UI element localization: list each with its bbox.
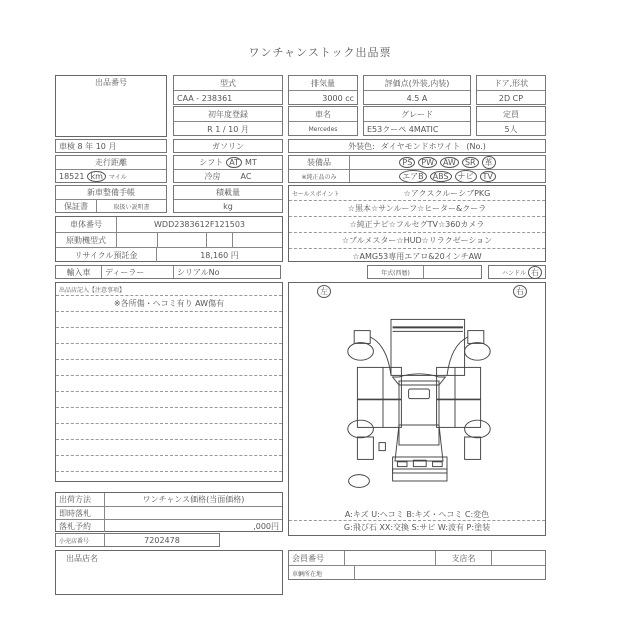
reserve-value: ,000円 [253,521,279,531]
unit-km-circled: km [87,171,105,182]
equip-label: 装備品 [289,156,349,170]
sales-points-box [288,185,546,262]
notes-box [55,282,283,482]
legend-row-1: A:キズ U:ヘコミ B:キズ・ヘコミ C:変色 [289,508,545,521]
grade-label: グレード [364,107,470,122]
shift-label: シフト [199,158,224,167]
shift-mt: MT [244,158,257,167]
grade-cell [363,106,471,136]
shop-name-box [55,550,283,595]
manual-label: 取扱い説明書 [113,204,150,211]
first-reg-value: R 1 / 10 月 [207,124,249,134]
mileage-value: 18521 [59,172,85,181]
serial-label: シリアルNo [177,267,220,277]
import-label: 輸入車 [56,266,102,278]
door-cell [476,75,546,105]
legend-row-2: G:飛び石 XX:交換 S:サビ W:波有 P:塗装 [343,523,491,532]
year-label: 年式(西暦) [368,266,424,278]
handle-right-circled: 右 [528,266,542,279]
sales-point-1: ☆アクスクルーシブPKG [403,188,491,198]
capacity-cell [476,106,546,136]
year-cell [367,265,482,279]
load-label: 積載量 [174,186,282,200]
model-label: 型式 [174,76,282,91]
color-label: 外装色: [348,141,375,151]
chassis-value: WDD2383612F121503 [154,220,245,229]
mileage-label: 走行距離 [56,156,166,170]
handle-cell [488,265,546,279]
member-label: 会員番号 [289,551,345,565]
first-reg-label: 初年度登録 [174,107,282,122]
equip-sub: ※純正品のみ [301,174,337,181]
door-label: ドア,形状 [477,76,545,91]
displacement-value: 3000 cc [322,93,354,103]
inspection-cell: 車検 8 年 10 月 [55,139,167,153]
shift-at-circled: AT [226,157,242,168]
handle-label: ハンドル [501,269,526,277]
ac-label: 冷房 [204,172,221,181]
maintenance-label: 新車整備手帳 [56,186,166,200]
recycle-value: 18,160 円 [200,250,239,260]
unit-mile: マイル [108,174,127,181]
score-cell [363,75,471,105]
recycle-label: リサイクル預託金 [56,248,157,262]
car-diagram-icon [319,297,519,497]
capacity-label: 定員 [477,107,545,122]
equipment-cell [288,155,546,183]
member-box [288,550,546,580]
branch-label: 支店名 [436,551,492,565]
color-cell [288,139,546,153]
store-id-label: 小売店番号 [56,534,105,546]
car-name-value: Mercedes [308,125,338,133]
engine-label: 原動機型式 [56,233,117,247]
lot-label: 出品番号 [95,77,127,87]
notes-line-1: ※各所傷・ヘコミ有り AW傷有 [56,296,282,312]
shop-name-label: 出品店名 [66,553,98,563]
model-cell [173,75,283,105]
auction-box [55,492,283,532]
color-value: ダイヤモンドホワイト [380,141,461,151]
door-value: 2D CP [498,93,524,103]
color-no: (No.) [466,141,486,151]
equip-sr: SR [462,157,479,168]
capacity-value: 5人 [504,124,518,134]
location-label: 車輌所在地 [289,566,355,580]
sales-point-3: ☆純正ナビ☆フルセグTV☆360カメラ [289,217,545,233]
grade-value: E53クーペ 4MATIC [367,124,439,134]
equip-aw: AW [440,157,459,168]
reserve-label: 落札予約 [56,520,105,532]
sales-label: セールスポイント [292,191,340,198]
sales-point-5: ☆AMG53専用エアロ&20インチAW [352,252,482,261]
score-label: 評価点(外装,内装) [364,76,470,91]
equip-leather: 革 [482,156,496,169]
car-name-cell [288,106,358,136]
import-row [55,265,281,279]
load-cell [173,185,283,213]
method-label: 出荷方法 [56,493,105,506]
mileage-cell [55,155,167,183]
equip-pw: PW [418,157,437,168]
car-name-label: 車名 [289,107,357,122]
first-reg-cell [173,106,283,136]
notes-label: 出品店記入【注意事項】 [56,283,282,296]
displacement-label: 排気量 [289,76,357,91]
damage-diagram-box [288,282,546,536]
lot-number-box [55,75,167,137]
fuel-cell: ガソリン [173,139,283,153]
model-value: CAA - 238361 [177,93,233,103]
instant-label: 即時落札 [56,507,105,519]
page-title: ワンチャンストック出品票 [248,46,392,59]
store-id-row [55,533,220,547]
right-side-marker: 右 [513,285,527,298]
maintenance-cell [55,185,167,213]
warranty-label: 保証書 [56,200,97,213]
equip-tv: TV [480,171,496,182]
ac-value: AC [240,172,252,181]
dealer-label: ディーラー [102,266,174,278]
equip-airbag: エアB [399,170,427,183]
left-side-marker: 左 [317,285,331,298]
equip-abs: ABS [430,171,452,182]
shift-cell [173,155,283,183]
equip-ps: PS [399,157,415,168]
sales-point-4: ☆ブルメスター☆HUD☆リラクゼーション [289,233,545,249]
score-value: 4.5 A [406,93,428,103]
load-unit: kg [223,202,233,211]
method-value: ワンチャンス価格(当面価格) [142,495,245,504]
chassis-label: 車体番号 [56,217,117,232]
equip-navi: ナビ [455,170,477,183]
sales-point-2: ☆黒本☆サンルーフ☆ヒーター&クーラ [289,201,545,217]
store-id-value: 7202478 [144,535,180,545]
vehicle-id-box [55,216,283,262]
displacement-cell [288,75,358,105]
